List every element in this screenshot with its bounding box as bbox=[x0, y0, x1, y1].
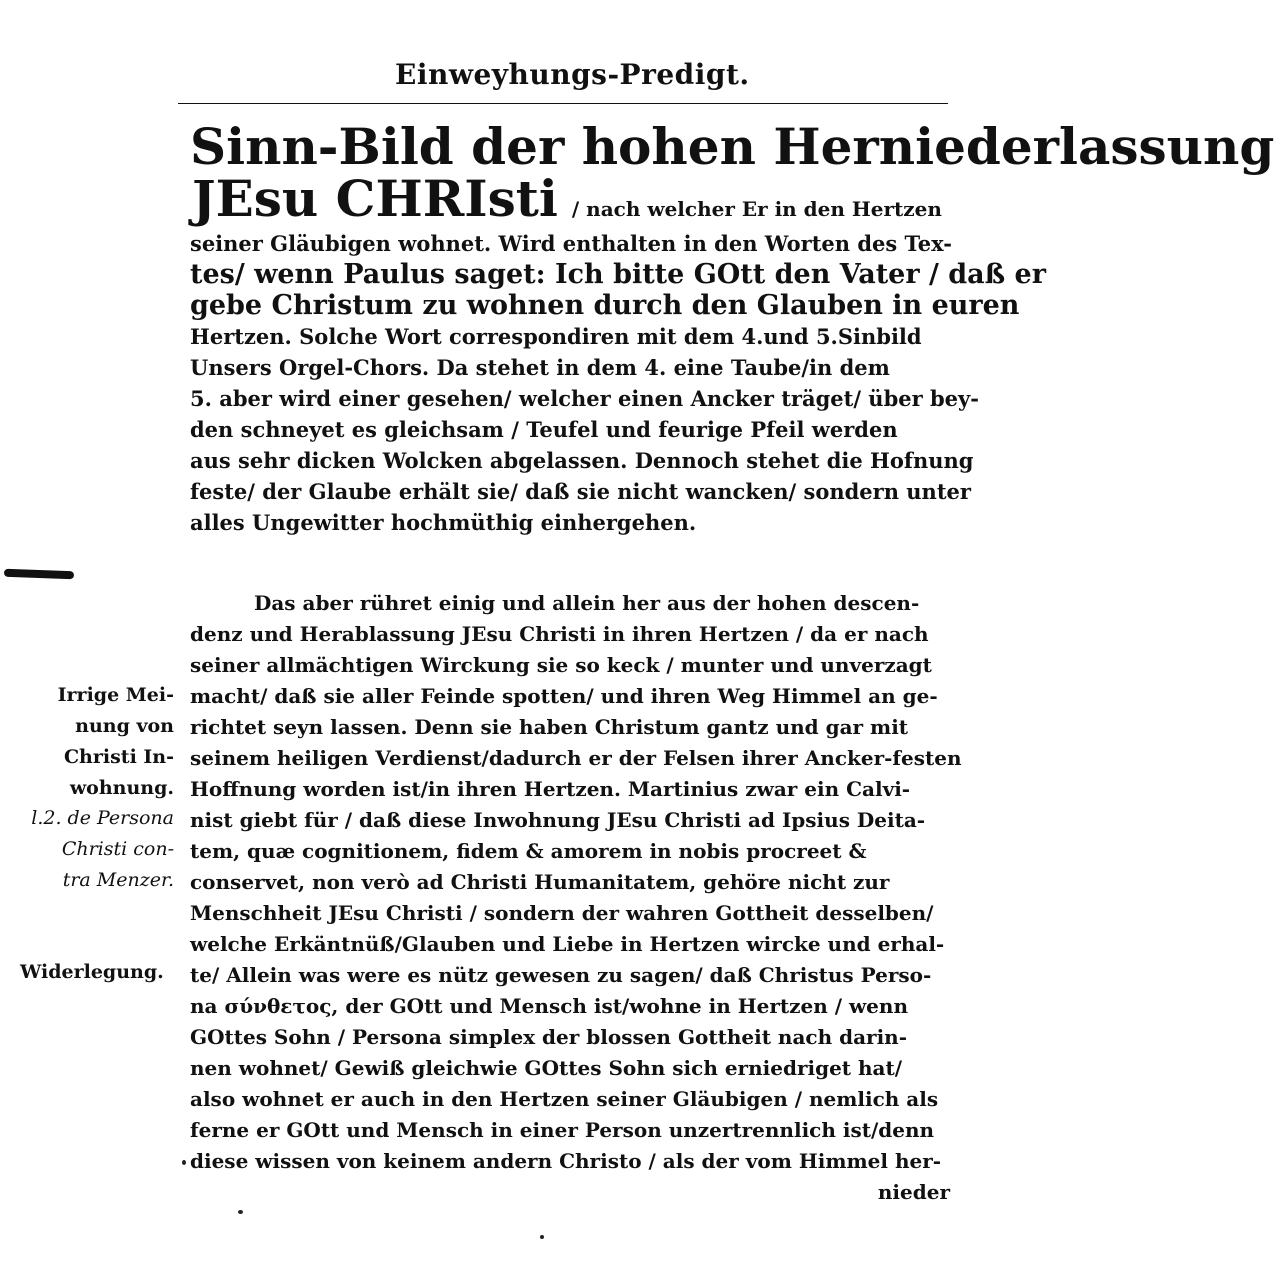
intro-line: alles Ungewitter hochmüthig einhergehen. bbox=[190, 510, 697, 535]
margin-note-citation bbox=[14, 803, 174, 896]
section-title-name: JEsu CHRIsti bbox=[192, 169, 558, 228]
margin-note-line: l.2. de Persona bbox=[31, 807, 174, 829]
intro-paragraph bbox=[190, 228, 1046, 538]
margin-note-irrige-meinung bbox=[14, 680, 174, 804]
ink-speck bbox=[238, 1210, 243, 1214]
intro-line: aus sehr dicken Wolcken abgelassen. Dennoch stehet die Hofnung bbox=[190, 448, 974, 473]
margin-note-widerlegung bbox=[20, 957, 180, 988]
margin-note-line: Widerlegung. bbox=[20, 961, 164, 983]
ink-blot bbox=[4, 569, 74, 579]
body-paragraph bbox=[190, 588, 962, 1208]
body-line: richtet seyn lassen. Denn sie haben Christum gantz und gar mit bbox=[190, 715, 909, 739]
body-line: GOttes Sohn / Persona simplex der blossen Gottheit nach darin- bbox=[190, 1025, 908, 1049]
body-line: nist giebt für / daß diese Inwohnung JEsu Christi ad Ipsius Deita- bbox=[190, 808, 926, 832]
ink-speck bbox=[540, 1235, 544, 1239]
body-line: seinem heiligen Verdienst/dadurch er der Felsen ihrer Ancker-festen bbox=[190, 746, 962, 770]
intro-line: den schneyet es gleichsam / Teufel und feurige Pfeil werden bbox=[190, 417, 898, 442]
intro-line: 5. aber wird einer gesehen/ welcher einen Ancker träget/ über bey- bbox=[190, 386, 979, 411]
intro-line: tes/ wenn Paulus saget: Ich bitte GOtt den Vater / daß er bbox=[190, 259, 1046, 290]
margin-note-line: Irrige Mei- bbox=[57, 684, 174, 706]
intro-line: feste/ der Glaube erhält sie/ daß sie nicht wancken/ sondern unter bbox=[190, 479, 971, 504]
margin-note-line: Christi In- bbox=[63, 746, 174, 768]
margin-note-line: tra Menzer. bbox=[62, 869, 174, 891]
intro-line: seiner Gläubigen wohnet. Wird enthalten in den Worten des Tex- bbox=[190, 231, 952, 256]
margin-note-line: wohnung. bbox=[69, 777, 174, 799]
intro-line: Unsers Orgel-Chors. Da stehet in dem 4. eine Taube/in dem bbox=[190, 355, 890, 380]
body-line: also wohnet er auch in den Hertzen seiner Gläubigen / nemlich als bbox=[190, 1087, 939, 1111]
body-line: welche Erkäntnüß/Glauben und Liebe in Hertzen wircke und erhal- bbox=[190, 932, 945, 956]
body-line: conservet, non verò ad Christi Humanitatem, gehöre nicht zur bbox=[190, 870, 890, 894]
body-line: diese wissen von keinem andern Christo / als der vom Himmel her- bbox=[190, 1149, 942, 1173]
margin-note-line: nung von bbox=[75, 715, 174, 737]
body-line: te/ Allein was were es nütz gewesen zu sagen/ daß Christus Perso- bbox=[190, 963, 932, 987]
body-line: macht/ daß sie aller Feinde spotten/ und ihren Weg Himmel an ge- bbox=[190, 684, 938, 708]
section-title-line-1: Sinn-Bild der hohen Herniederlassung bbox=[190, 117, 1274, 176]
body-line: na σύνθετος, der GOtt und Mensch ist/wohne in Hertzen / wenn bbox=[190, 994, 908, 1018]
body-line: tem, quæ cognitionem, fidem & amorem in nobis procreet & bbox=[190, 839, 867, 863]
catchword: nieder bbox=[877, 1180, 950, 1204]
intro-line: Hertzen. Solche Wort correspondiren mit dem 4.und 5.Sinbild bbox=[190, 324, 922, 349]
body-line: Hoffnung worden ist/in ihren Hertzen. Martinius zwar ein Calvi- bbox=[190, 777, 911, 801]
head-rule bbox=[178, 103, 948, 104]
ink-speck bbox=[182, 1160, 186, 1165]
body-line: Menschheit JEsu Christi / sondern der wahren Gottheit desselben/ bbox=[190, 901, 934, 925]
body-line: ferne er GOtt und Mensch in einer Person unzertrennlich ist/denn bbox=[190, 1118, 935, 1142]
body-line: denz und Herablassung JEsu Christi in ihren Hertzen / da er nach bbox=[190, 622, 929, 646]
body-line: Das aber rühret einig und allein her aus der hohen descen- bbox=[254, 591, 920, 615]
section-title-continuation: / nach welcher Er in den Hertzen bbox=[571, 197, 942, 221]
intro-line: gebe Christum zu wohnen durch den Glauben in euren bbox=[190, 290, 1020, 321]
body-line: nen wohnet/ Gewiß gleichwie GOttes Sohn sich erniedriget hat/ bbox=[190, 1056, 903, 1080]
margin-note-line: Christi con- bbox=[61, 838, 174, 860]
body-line: seiner allmächtigen Wirckung sie so keck / munter und unverzagt bbox=[190, 653, 932, 677]
running-head: Einweyhungs-Predigt. bbox=[395, 58, 750, 91]
